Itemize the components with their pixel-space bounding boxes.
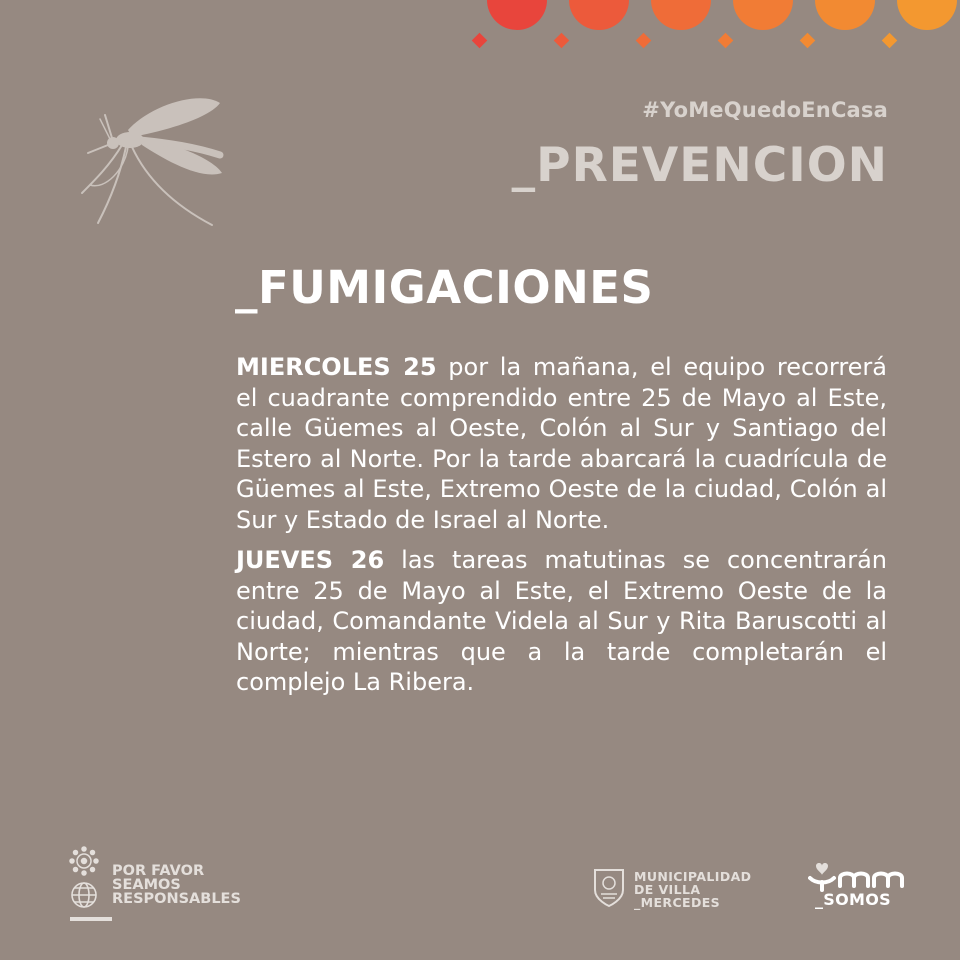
decorative-diamond xyxy=(800,33,816,49)
paragraph-jueves xyxy=(236,545,887,698)
section-heading: _PREVENCION xyxy=(511,138,888,193)
decorative-circles xyxy=(465,0,960,30)
municipalidad-line: _MERCEDES xyxy=(634,895,721,910)
page-title: _FUMIGACIONES xyxy=(235,261,654,314)
por-favor-text xyxy=(112,864,241,906)
decorative-circle xyxy=(487,0,547,30)
hashtag: #YoMeQuedoEnCasa xyxy=(642,98,888,122)
mosquito-icon xyxy=(70,85,240,235)
decorative-circle xyxy=(651,0,711,30)
somos-text: _SOMOS xyxy=(815,890,891,909)
por-favor-line: POR FAVOR xyxy=(112,863,205,879)
decorative-diamond xyxy=(472,33,488,49)
decorative-diamond xyxy=(882,33,898,49)
decorative-circle xyxy=(733,0,793,30)
virus-icon xyxy=(70,847,98,875)
paragraph-text: por la mañana, el equipo recorrerá el cuadrante comprendido entre 25 de Mayo al Este, calle Güemes al Oeste, Colón al Sur y Santiago del Estero al Norte. Por la tarde abarcará la cuadrícula de Güemes al Este, Extremo Oeste de la ciudad, Colón al Sur y Estado de Israel al Norte. xyxy=(236,353,888,534)
body-text xyxy=(236,352,887,708)
por-favor-line: RESPONSABLES xyxy=(112,891,241,907)
decorative-circle xyxy=(815,0,875,30)
paragraph-lead: MIERCOLES 25 xyxy=(236,353,437,381)
municipal-seal-icon xyxy=(592,866,626,908)
decorative-circle xyxy=(569,0,629,30)
paragraph-text: las tareas matutinas se concentrarán entre 25 de Mayo al Este, el Extremo Oeste de la ciudad, Comandante Videla al Sur y Rita Baruscotti al Norte; mientras que a la tarde completarán el complejo La Ribera. xyxy=(236,546,887,696)
decorative-circle xyxy=(897,0,957,30)
globe-icon xyxy=(72,883,96,907)
paragraph-miercoles xyxy=(236,352,887,535)
decorative-diamond xyxy=(718,33,734,49)
decorative-diamond xyxy=(554,33,570,49)
por-favor-line: SEAMOS xyxy=(112,877,181,893)
municipalidad-line: DE VILLA xyxy=(634,882,701,897)
municipalidad-text xyxy=(634,870,751,909)
decorative-diamond xyxy=(636,33,652,49)
municipalidad-line: MUNICIPALIDAD xyxy=(634,869,752,884)
somos-logo-icon xyxy=(808,858,908,892)
paragraph-lead: JUEVES 26 xyxy=(236,546,385,574)
